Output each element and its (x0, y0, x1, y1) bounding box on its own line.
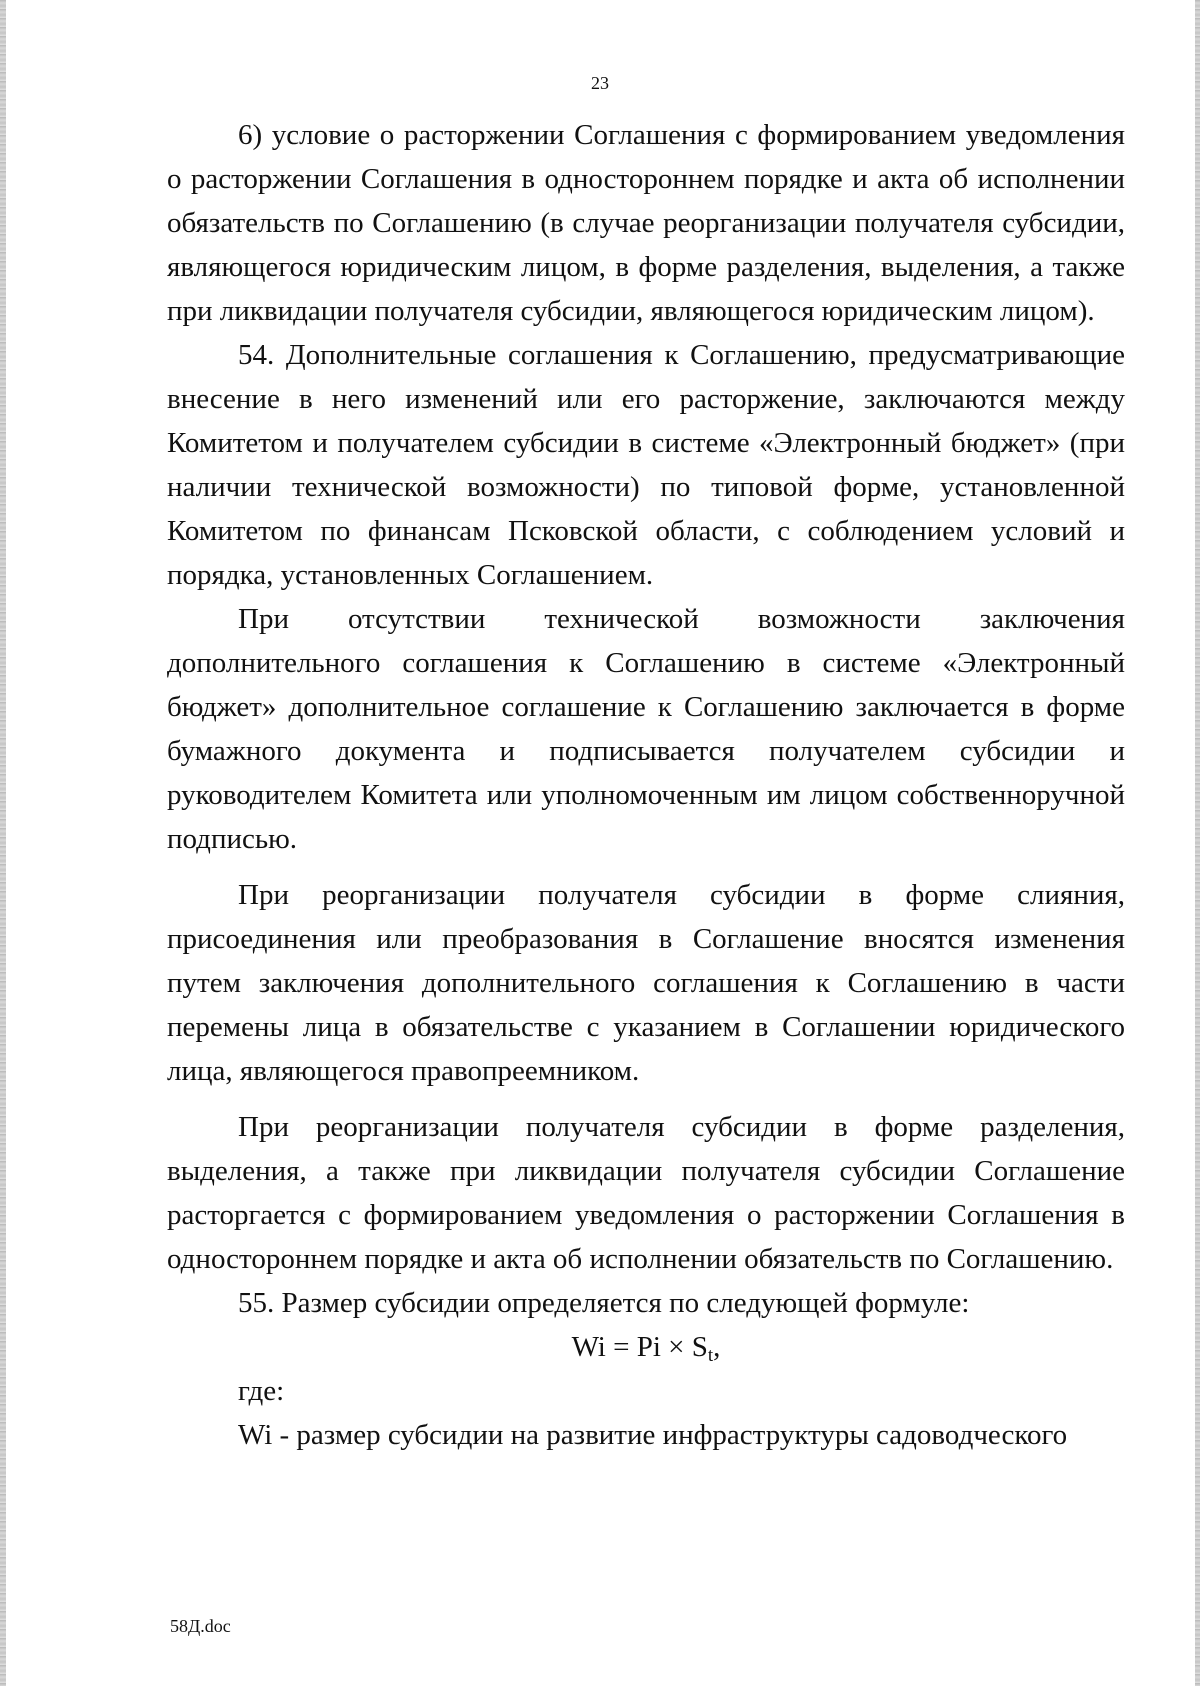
footer-filename: 58Д.doc (170, 1616, 231, 1636)
paragraph-no-technical-possibility: При отсутствии технической возможности заключения дополнительного соглашения к Соглашению в системе «Электронный бюджет» дополнительное соглашение к Соглашению заключается в форме бумажного документа и подписывается получателем субсидии и руководителем Комитета или уполномоченным им лицом собственноручной подписью. (167, 603, 1125, 855)
scan-edge-right (1195, 0, 1200, 1686)
formula-intro: 55. Размер субсидии определяется по следующей формуле: (238, 1287, 970, 1319)
formula-where: где: (238, 1375, 285, 1407)
formula (167, 1325, 1125, 1369)
paragraph-reorganization-division: При реорганизации получателя субсидии в форме разделения, выделения, а также при ликвидации получателя субсидии Соглашение расторгается с формированием уведомления о расторжении Соглашения в одностороннем порядке и акта об исполнении обязательств по Соглашению. (167, 1111, 1125, 1275)
paragraph-item-6: 6) условие о расторжении Соглашения с формированием уведомления о расторжении Соглашения в одностороннем порядке и акта об исполнении обязательств по Соглашению (в случае реорганизации получателя субсидии, являющегося юридическим лицом, в форме разделения, выделения, а также при ликвидации получателя субсидии, являющегося юридическим лицом). (167, 119, 1125, 327)
page-number: 23 (591, 73, 609, 93)
document-body (167, 113, 1125, 1457)
formula-definition-wi: Wi - размер субсидии на развитие инфраструктуры садоводческого (238, 1419, 1068, 1451)
scan-edge-left (0, 0, 6, 1686)
paragraph-reorganization-merger: При реорганизации получателя субсидии в форме слияния, присоединения или преобразования в Соглашение вносятся изменения путем заключения дополнительного соглашения к Соглашению в части перемены лица в обязательстве с указанием в Соглашении юридического лица, являющегося правопреемником. (167, 879, 1125, 1087)
formula-main: Wi = Pi × S (571, 1331, 708, 1363)
formula-suffix: , (713, 1331, 721, 1363)
formula-subscript: t (707, 1345, 714, 1366)
paragraph-54: 54. Дополнительные соглашения к Соглашению, предусматривающие внесение в него изменений или его расторжение, заключаются между Комитетом и получателем субсидии в системе «Электронный бюджет» (при наличии технической возможности) по типовой форме, установленной Комитетом по финансам Псковской области, с соблюдением условий и порядка, установленных Соглашением. (167, 339, 1125, 591)
